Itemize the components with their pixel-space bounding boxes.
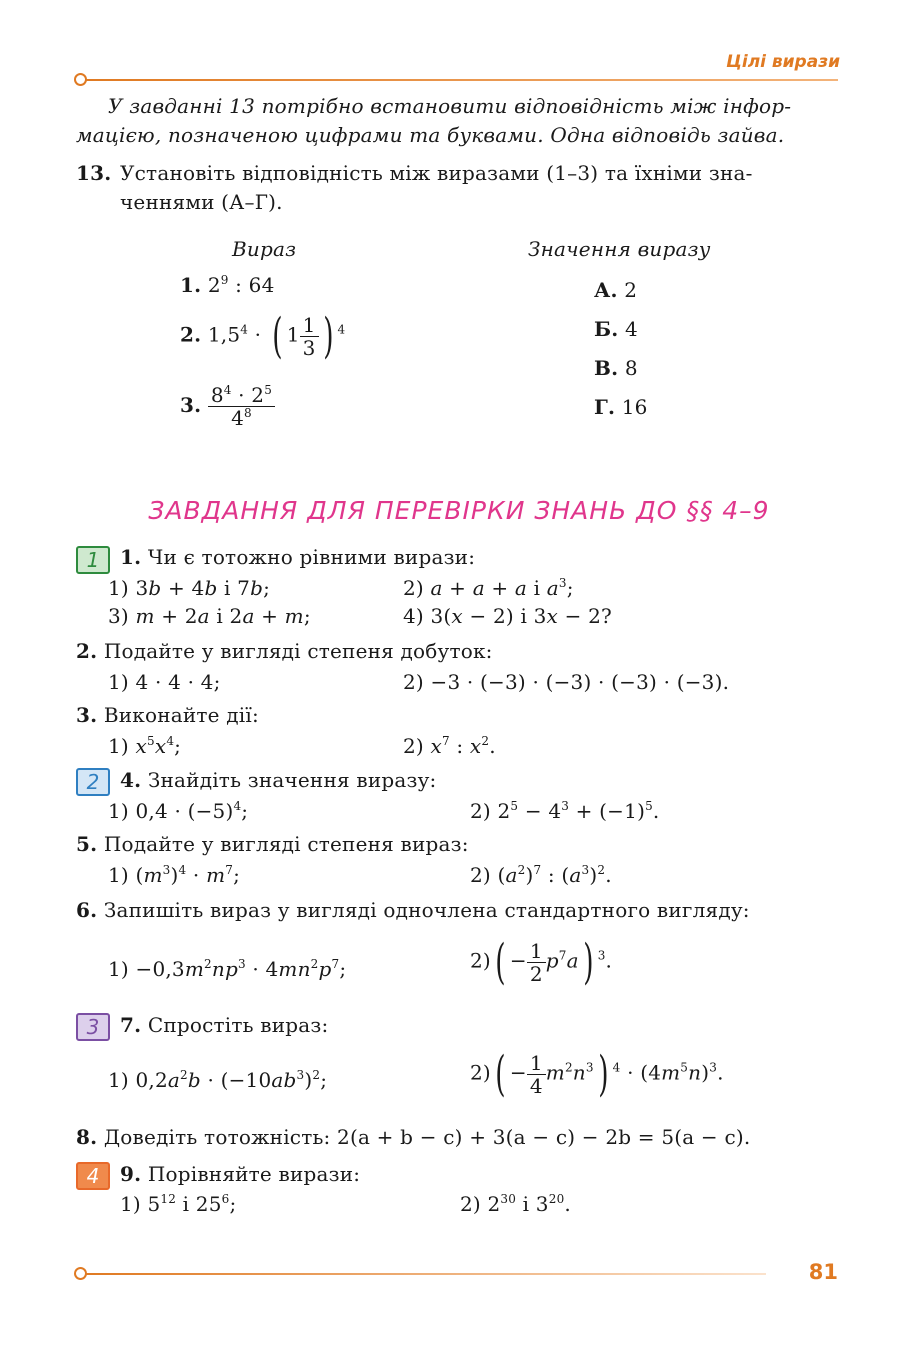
task-7-heading: 7. Спростіть вираз: — [120, 1013, 329, 1037]
task-1-item-4: 4) 3(x − 2) і 3x − 2? — [403, 604, 612, 628]
task-7-item-1: 1) $0,2a^2b \cdot (-10ab^3)^2$; — [108, 1068, 328, 1092]
task-4-item-1: 1) $0,4 \cdot (-5)^4$; — [108, 799, 249, 823]
level-1-badge: 1 — [76, 546, 110, 574]
task-1-item-2: 2) a + a + a і $a^3$; — [403, 576, 574, 600]
column-header-value: Значення виразу — [528, 237, 711, 261]
expression-2: 2. $1,5^4$ · ( 1 $\frac{1}{3}$ ) $^4$ — [180, 308, 346, 364]
level-4-badge: 4 — [76, 1162, 110, 1190]
section-title: ЗАВДАННЯ ДЛЯ ПЕРЕВІРКИ ЗНАНЬ ДО §§ 4–9 — [148, 496, 770, 525]
task-3-item-1: 1) $x^5x^4$; — [108, 734, 182, 758]
header-rule — [86, 79, 838, 81]
expression-1-label: 1. — [180, 273, 202, 297]
expression-3: 3. $\frac{8^4 \cdot 2^5}{4^8}$ — [180, 384, 275, 429]
task-4-heading: 4. Знайдіть значення виразу: — [120, 768, 437, 792]
answer-c: В. 8 — [594, 356, 638, 380]
answer-b: Б. 4 — [594, 317, 638, 341]
footer-rule — [86, 1273, 766, 1275]
answer-a: А. 2 — [594, 278, 638, 302]
task-9-item-2: 2) $2^{30}$ і $3^{20}$. — [460, 1192, 571, 1216]
task-1-heading: 1. Чи є тотожно рівними вирази: — [120, 545, 476, 569]
task-1-item-1: 1) 3b + 4b і 7b; — [108, 576, 271, 600]
expression-1: 1. $2^9$ : 64 — [180, 273, 275, 297]
task-3-item-2: 2) $x^7$ : $x^2$. — [403, 734, 496, 758]
task-6-item-2: 2)( − $\frac{1}{2}$ $p^7a$) $^3$. — [470, 934, 613, 990]
task-2-heading: 2. Подайте у вигляді степеня добуток: — [76, 639, 493, 663]
task-9-item-1: 1) $5^{12}$ і $25^6$; — [120, 1192, 237, 1216]
task-7-item-2: 2)( − $\frac{1}{4}$ $m^2n^3$) $^4 \cdot (4m^5n)^3$. — [470, 1046, 724, 1102]
task-13-text-2: ченнями (А–Г). — [120, 190, 283, 214]
task-4-item-2: 2) $2^5 - 4^3 + (-1)^5$. — [470, 799, 660, 823]
task-9-heading: 9. Порівняйте вирази: — [120, 1162, 361, 1186]
running-header: Цілі вирази — [726, 52, 840, 72]
task-2-item-1: 1) 4 · 4 · 4; — [108, 670, 221, 694]
task-13-text-1: Установіть відповідність між виразами (1–3) та їхніми зна- — [120, 161, 753, 185]
task-6-heading: 6. Запишіть вираз у вигляді одночлена стандартного вигляду: — [76, 898, 750, 922]
column-header-expression: Вираз — [232, 237, 297, 261]
expression-3-label: 3. — [180, 393, 202, 417]
task-8-heading: 8. Доведіть тотожність: 2(a + b − c) + 3(a − c) − 2b = 5(a − c). — [76, 1125, 751, 1149]
intro-line-2: мацією, позначеною цифрами та буквами. Одна відповідь зайва. — [76, 123, 785, 147]
level-3-badge: 3 — [76, 1013, 110, 1041]
intro-line-1: У завданні 13 потрібно встановити відповідність між інфор- — [108, 94, 792, 118]
task-5-heading: 5. Подайте у вигляді степеня вираз: — [76, 832, 469, 856]
task-5-item-2: 2) $(a^2)^7$ : $(a^3)^2$. — [470, 863, 612, 887]
task-13-number: 13. — [76, 161, 112, 185]
task-3-heading: 3. Виконайте дії: — [76, 703, 259, 727]
task-2-item-2: 2) −3 · (−3) · (−3) · (−3) · (−3). — [403, 670, 730, 694]
task-5-item-1: 1) $(m^3)^4 \cdot m^7$; — [108, 863, 241, 887]
task-1-item-3: 3) m + 2a і 2a + m; — [108, 604, 311, 628]
page-number: 81 — [808, 1260, 838, 1284]
answer-d: Г. 16 — [594, 395, 648, 419]
level-2-badge: 2 — [76, 768, 110, 796]
task-6-item-1: $1) -0,3m^2np^3 \cdot 4mn^2p^7$; — [108, 957, 347, 981]
expression-2-label: 2. — [180, 322, 202, 347]
